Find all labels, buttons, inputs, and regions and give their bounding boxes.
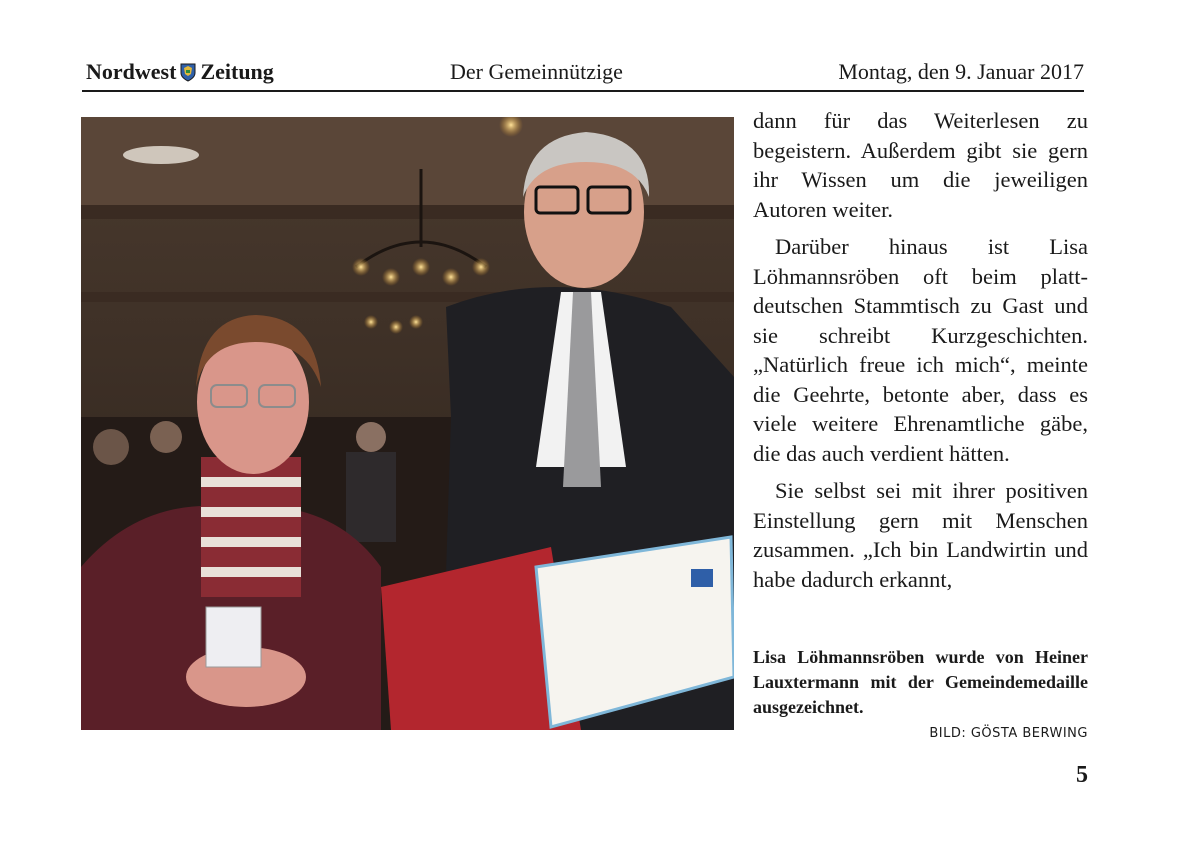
- masthead-right-text: Zeitung: [200, 59, 274, 84]
- article-text-column: [753, 106, 1088, 602]
- photo-caption: Lisa Löhmannsröben wurde von Heiner Lauxtermann mit der Gemeindemedaille ausgezeichnet.: [753, 647, 1088, 717]
- section-title: Der Gemeinnützige: [450, 59, 623, 84]
- masthead-left-text: Nordwest: [86, 59, 177, 84]
- coat-of-arms-icon: [180, 63, 196, 82]
- masthead: [86, 59, 274, 85]
- page-number: 5: [1076, 762, 1088, 788]
- photo-credit: BILD: GÖSTA BERWING: [929, 726, 1088, 741]
- article-paragraph: dann für das Weiterlesen zu begeistern. Außerdem gibt sie gern ihr Wissen um die jeweiligen Autoren weiter.: [753, 108, 1088, 222]
- issue-date: Montag, den 9. Januar 2017: [838, 59, 1084, 84]
- page-header: [82, 56, 1084, 92]
- article-paragraph: Darüber hinaus ist Lisa Löhmannsröben oft beim plattdeutschen Stammtisch zu Gast und sie schreibt Kurzgeschichten. „Natürlich freue ich mich“, meinte die Geehrte, betonte aber, dass es viele weitere Ehrenamtliche gäbe, die das auch verdient hätten.: [753, 234, 1088, 466]
- article-photo: [81, 117, 734, 730]
- article-paragraph: Sie selbst sei mit ihrer positiven Einstellung gern mit Menschen zusammen. „Ich bin Landwirtin und habe dadurch erkannt,: [753, 478, 1088, 592]
